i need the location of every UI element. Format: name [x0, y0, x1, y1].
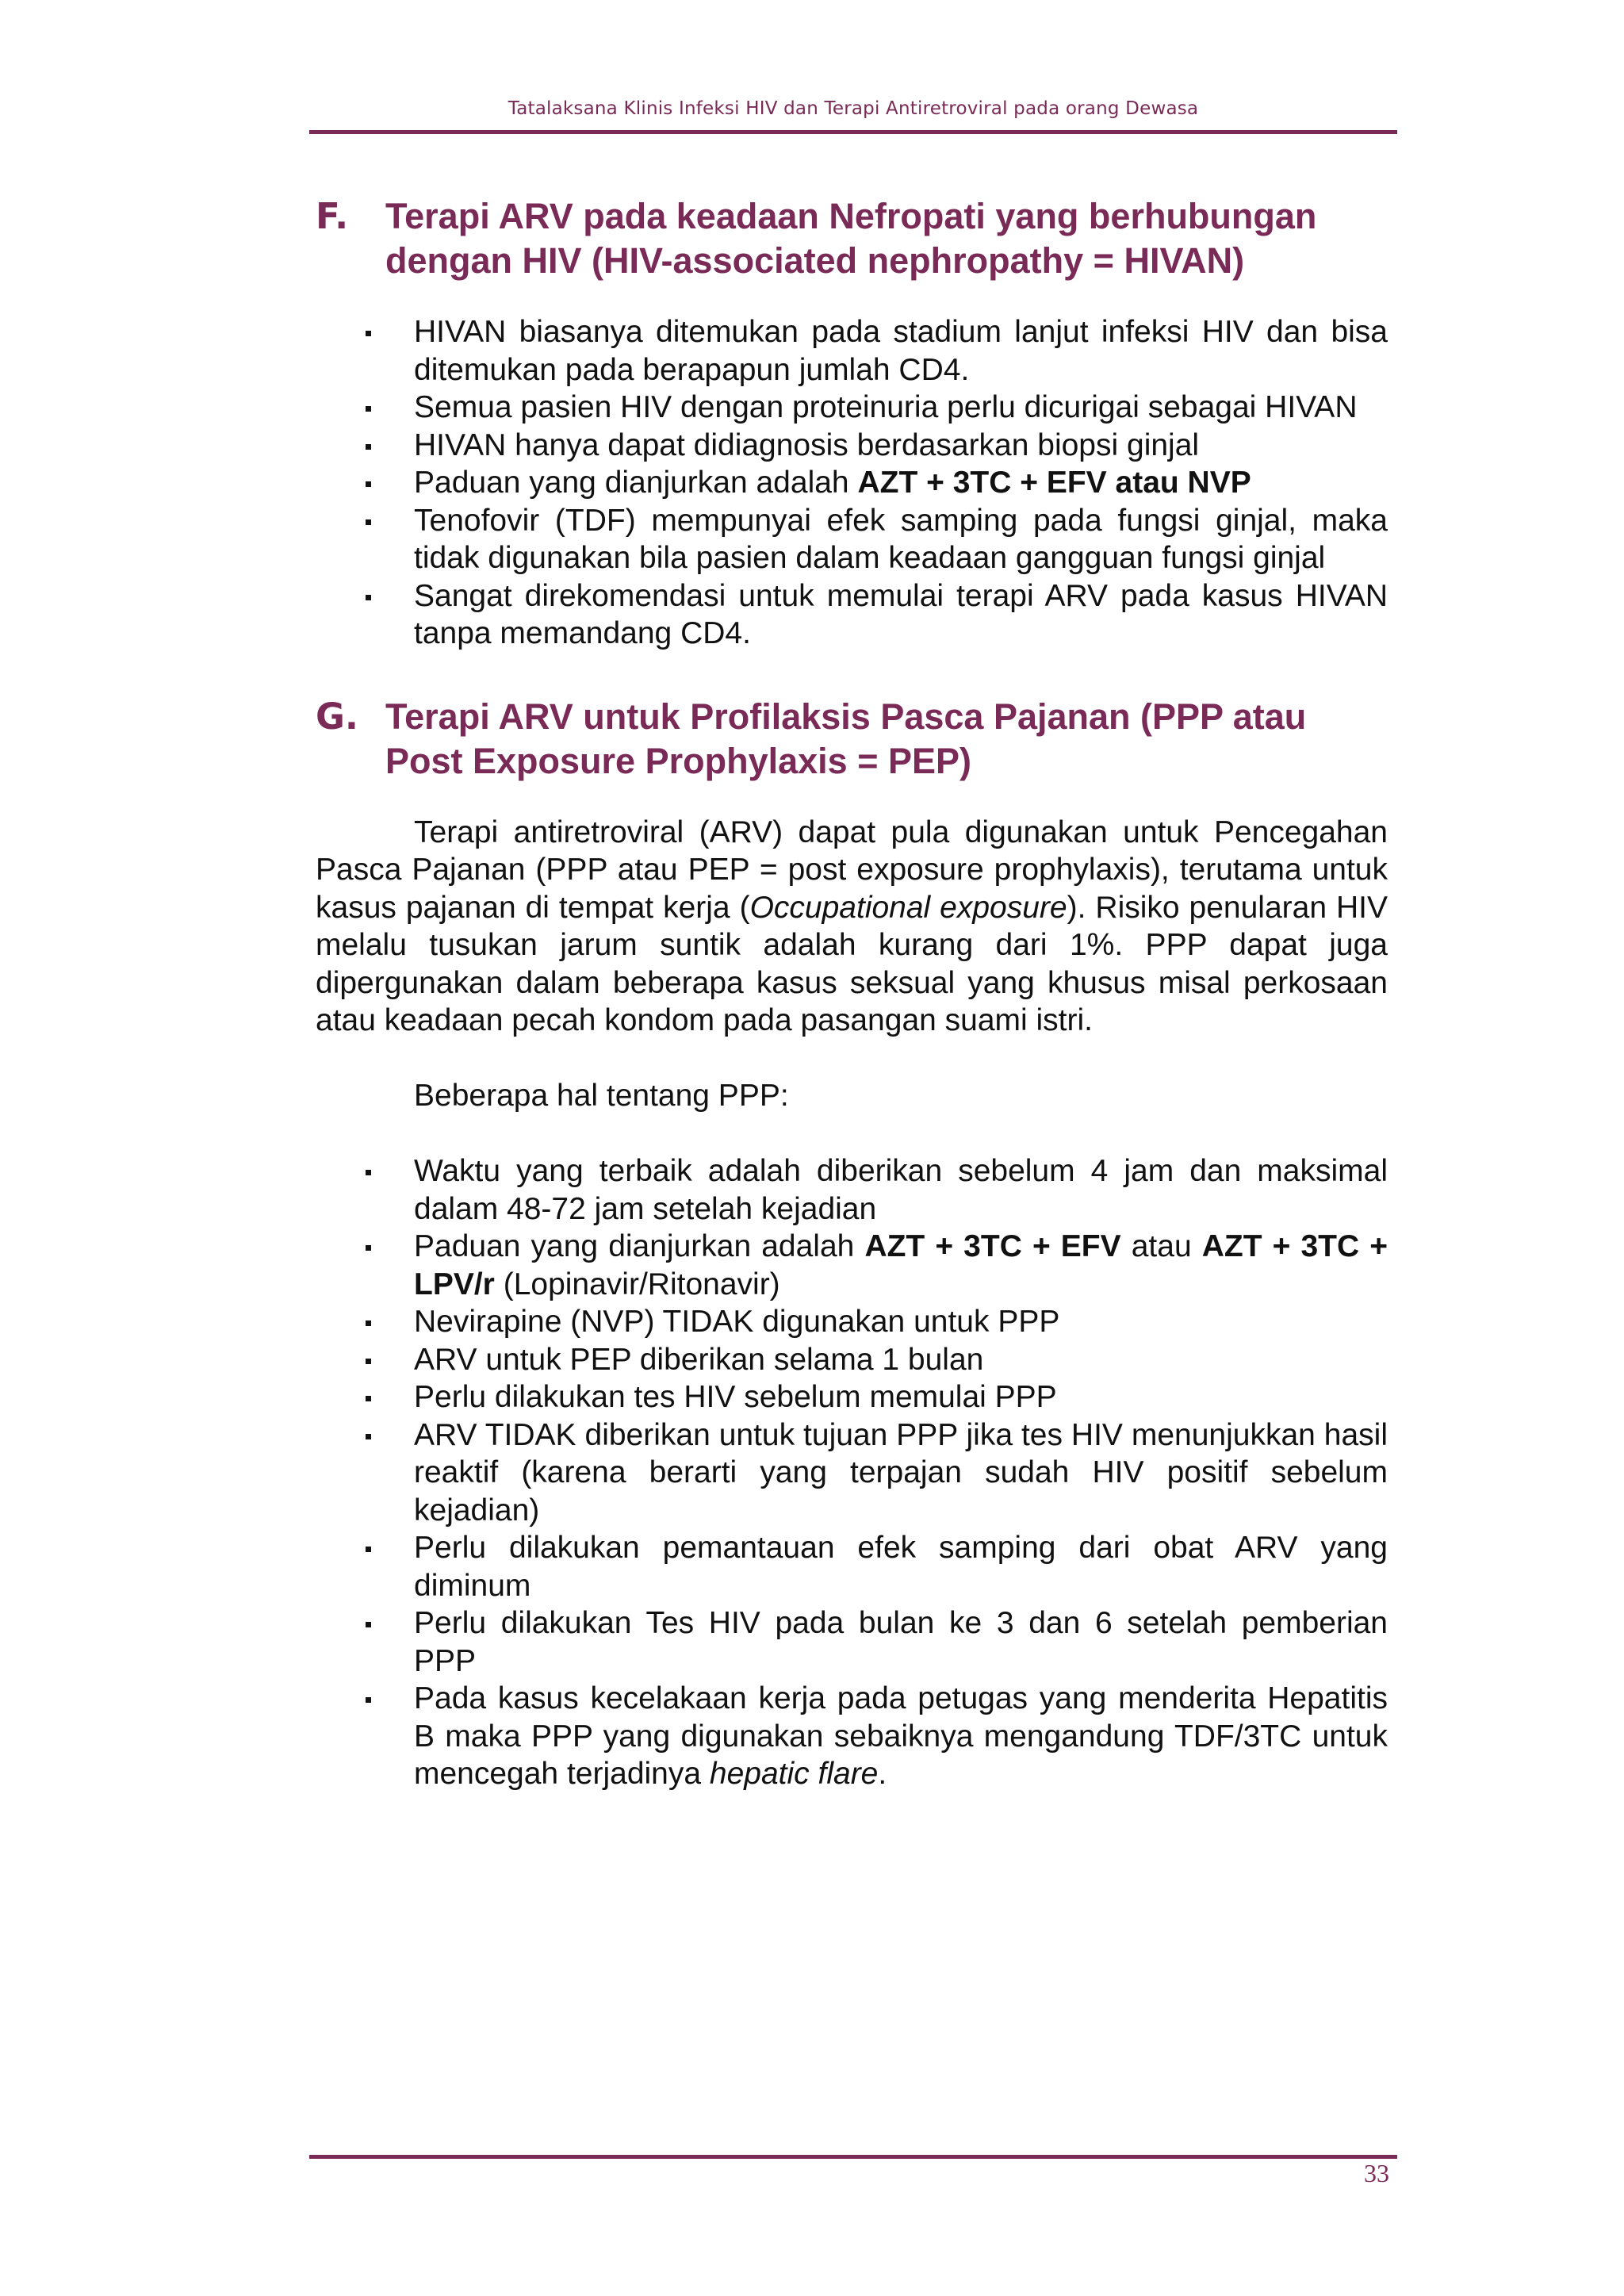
page-number: 33 [1364, 2159, 1389, 2187]
section-g-bullet-list [316, 1152, 1388, 1793]
regimen-emphasis: AZT + 3TC + LPV/r [414, 1229, 1388, 1301]
regimen-emphasis: AZT + 3TC + EFV [864, 1229, 1121, 1263]
list-item: Sangat direkomendasi untuk memulai terapi ARV pada kasus HIVAN tanpa memandang CD4. [316, 577, 1388, 653]
section-g-title: Terapi ARV untuk Profilaksis Pasca Pajanan (PPP atau Post Exposure Prophylaxis = PEP) [385, 696, 1307, 781]
list-item: HIVAN hanya dapat didiagnosis berdasarkan biopsi ginjal [316, 427, 1388, 465]
running-header: Tatalaksana Klinis Infeksi HIV dan Terapi Antiretroviral pada orang Dewasa [508, 98, 1199, 119]
list-item: Perlu dilakukan Tes HIV pada bulan ke 3 dan 6 setelah pemberian PPP [316, 1604, 1388, 1680]
section-f-title: Terapi ARV pada keadaan Nefropati yang berhubungan dengan HIV (HIV-associated nephropathy = HIVAN) [385, 196, 1317, 281]
list-item [316, 1228, 1388, 1303]
page-content [316, 194, 1388, 1793]
section-f-letter: F. [316, 195, 349, 237]
list-item-text: . [878, 1757, 887, 1791]
section-f-heading [316, 194, 1388, 283]
list-item-text: (Lopinavir/Ritonavir) [494, 1267, 780, 1301]
intro-italic: Occupational exposure [749, 890, 1067, 925]
hepatic-flare-italic: hepatic flare [709, 1757, 879, 1791]
list-item [316, 464, 1388, 502]
list-item: Perlu dilakukan tes HIV sebelum memulai PPP [316, 1378, 1388, 1416]
list-item: ARV TIDAK diberikan untuk tujuan PPP jika tes HIV menunjukkan hasil reaktif (karena berarti yang terpajan sudah HIV positif sebelum kejadian) [316, 1416, 1388, 1530]
list-item: Semua pasien HIV dengan proteinuria perlu dicurigai sebagai HIVAN [316, 389, 1388, 427]
list-item: HIVAN biasanya ditemukan pada stadium lanjut infeksi HIV dan bisa ditemukan pada berapapun jumlah CD4. [316, 313, 1388, 389]
intro-text: Terapi antiretroviral (ARV) dapat pula digunakan untuk Pencegahan Pasca Pajanan (PPP atau PEP = post exposure prophylaxis), terutama untuk kasus pajanan di tempat kerja ( [316, 815, 1388, 925]
section-g-letter: G. [316, 695, 359, 738]
list-item: ARV untuk PEP diberikan selama 1 bulan [316, 1341, 1388, 1379]
list-item: Tenofovir (TDF) mempunyai efek samping pada fungsi ginjal, maka tidak digunakan bila pasien dalam keadaan gangguan fungsi ginjal [316, 502, 1388, 577]
list-item: Perlu dilakukan pemantauan efek samping dari obat ARV yang diminum [316, 1529, 1388, 1604]
ppp-subheading: Beberapa hal tentang PPP: [414, 1078, 789, 1113]
list-item-text: Paduan yang dianjurkan adalah [414, 1229, 865, 1263]
section-f-bullet-list [316, 313, 1388, 653]
footer-rule [309, 2155, 1397, 2159]
header-rule [309, 130, 1397, 134]
section-g-heading [316, 695, 1388, 784]
list-item-text: Pada kasus kecelakaan kerja pada petugas yang menderita Hepatitis B maka PPP yang digunakan sebaiknya mengandung TDF/3TC untuk mencegah terjadinya [414, 1681, 1388, 1791]
list-item [316, 1680, 1388, 1793]
regimen-emphasis: AZT + 3TC + EFV atau NVP [857, 466, 1251, 500]
list-item-text: Paduan yang dianjurkan adalah [414, 466, 858, 500]
section-g-intro-paragraph [316, 814, 1388, 1040]
list-item: Waktu yang terbaik adalah diberikan sebelum 4 jam dan maksimal dalam 48-72 jam setelah kejadian [316, 1152, 1388, 1228]
list-item-text: atau [1120, 1229, 1202, 1263]
list-item: Nevirapine (NVP) TIDAK digunakan untuk PPP [316, 1303, 1388, 1341]
intro-text-continued: ). Risiko penularan HIV melalu tusukan jarum suntik adalah kurang dari 1%. PPP dapat juga dipergunakan dalam beberapa kasus seksual yang khusus misal perkosaan atau keadaan pecah kondom pada pasangan suami istri. [316, 890, 1388, 1037]
